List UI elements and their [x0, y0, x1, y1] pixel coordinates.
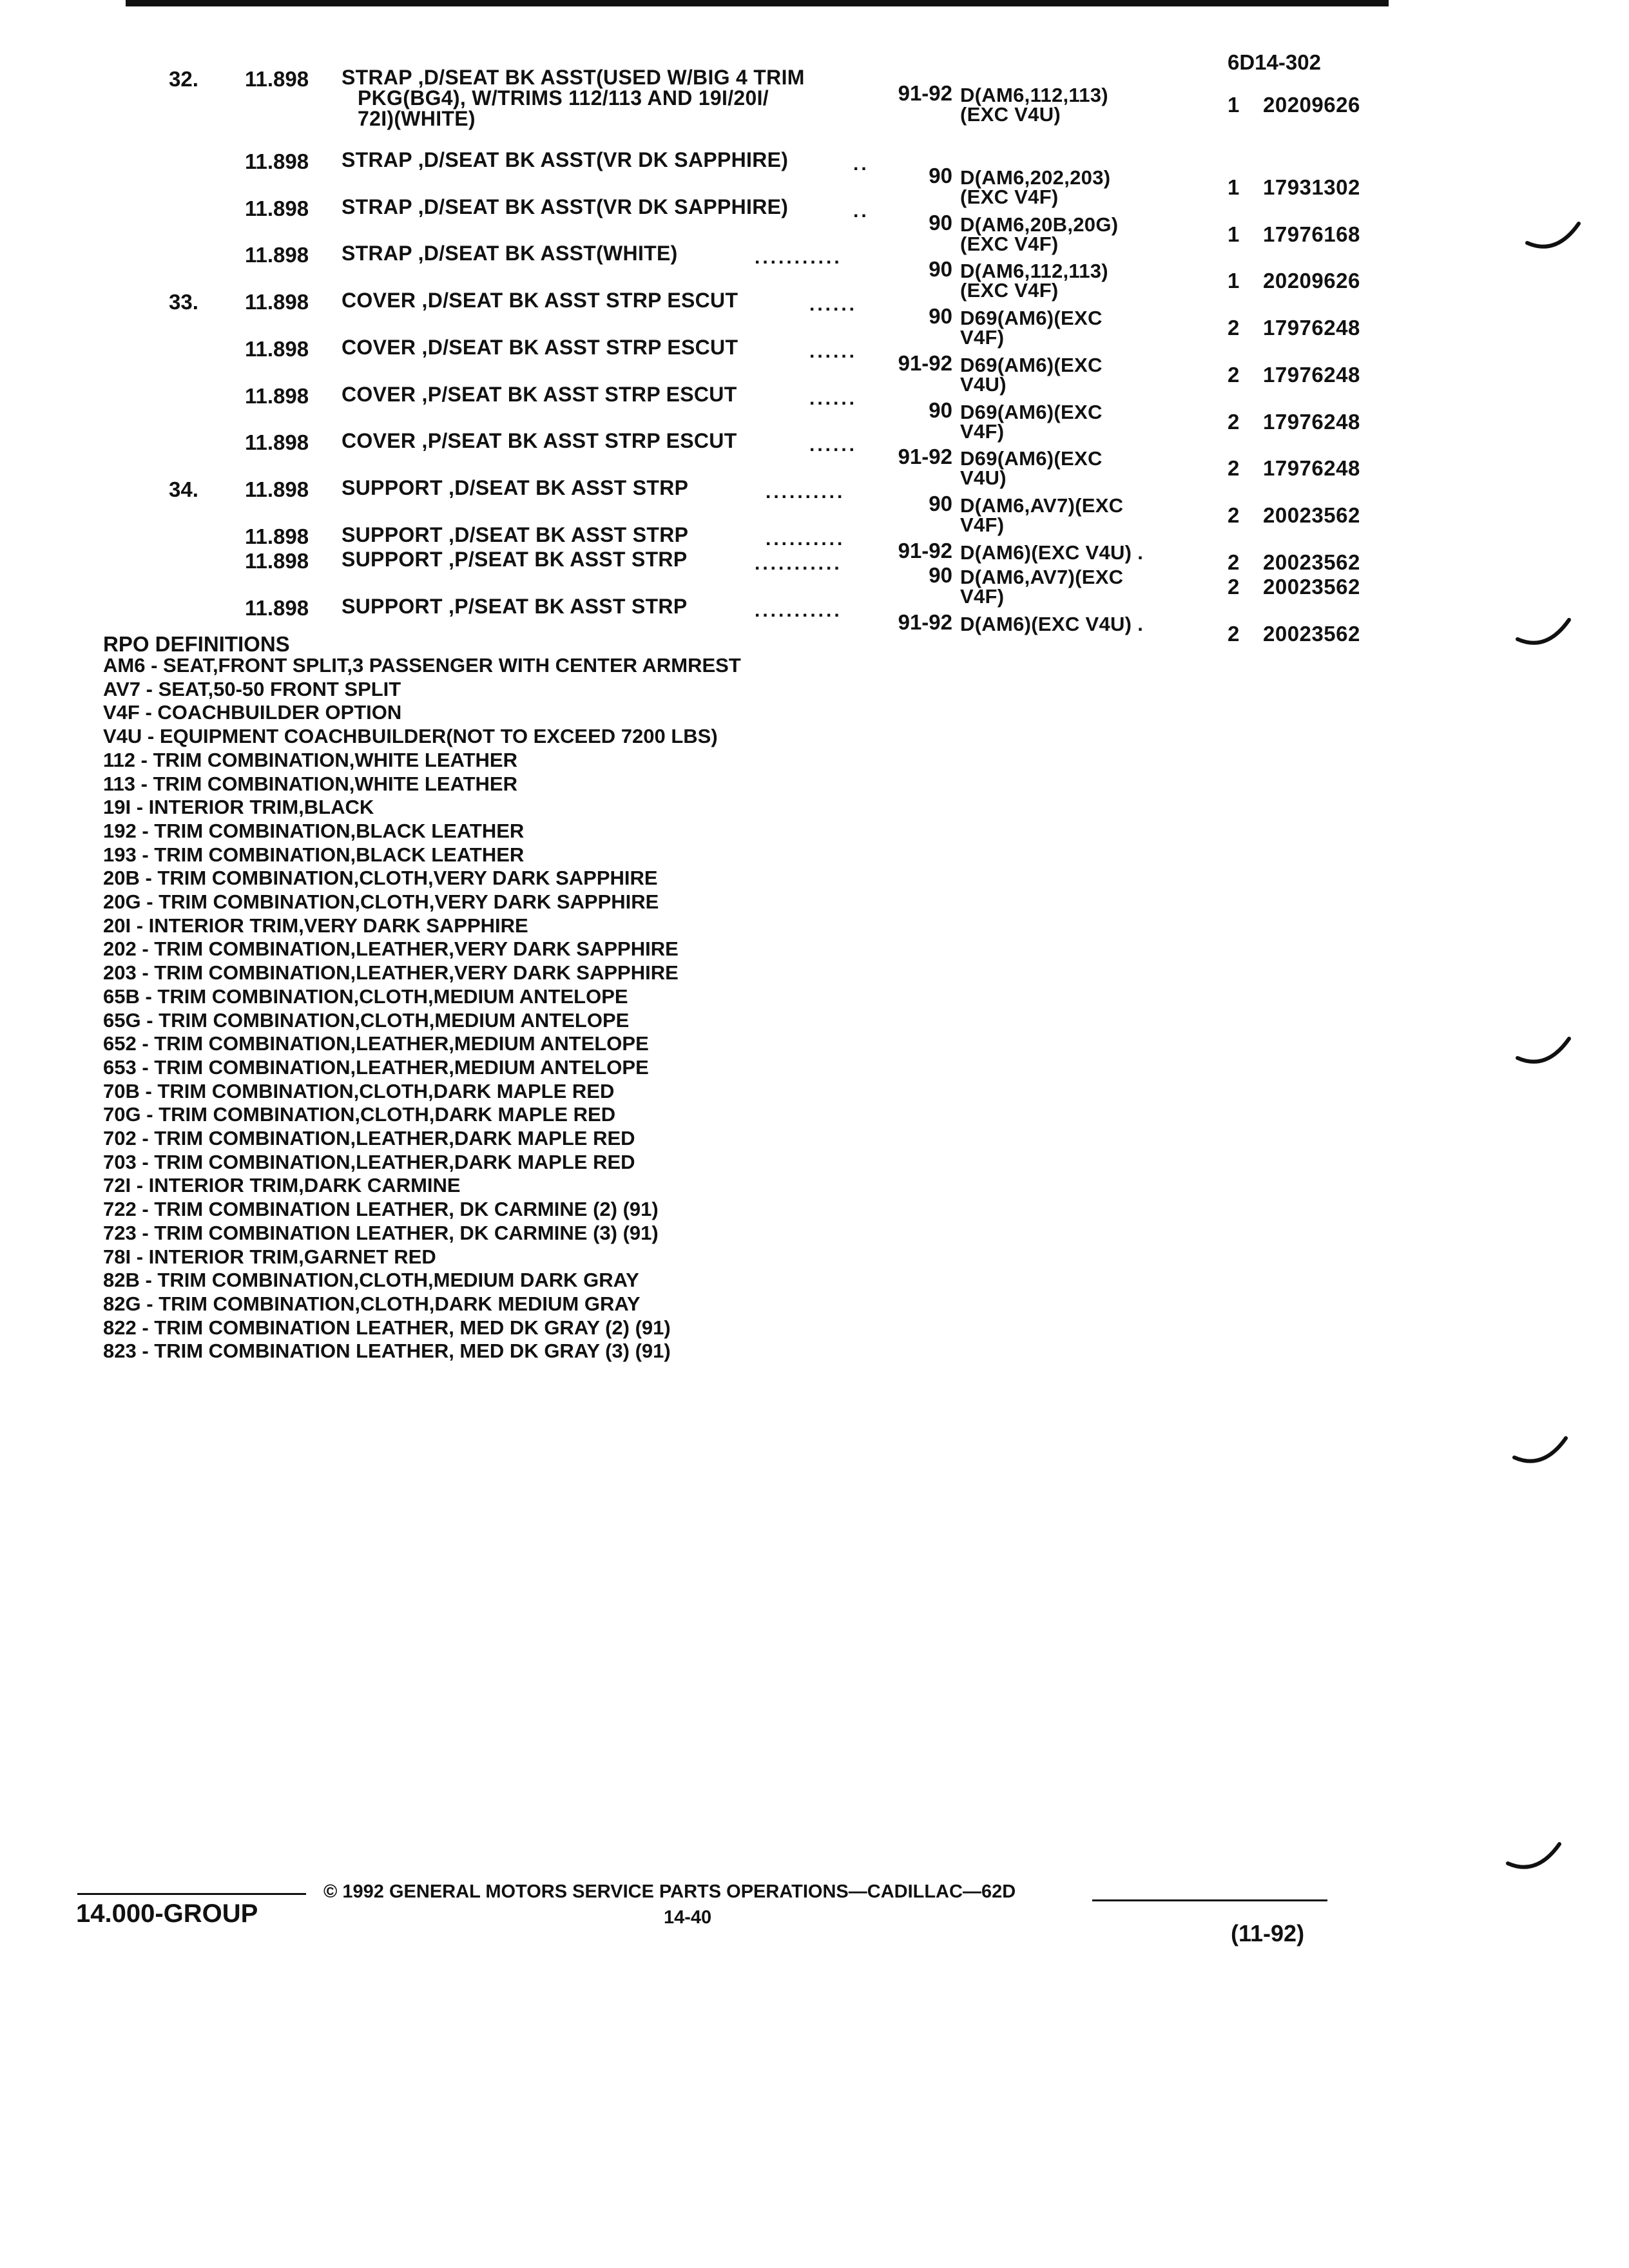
rpo-description: - TRIM COMBINATION,BLACK LEATHER: [136, 820, 525, 842]
part-description-line: ,P/SEAT BK ASST STRP: [448, 548, 688, 571]
group-number: 11.898: [245, 430, 309, 454]
rpo-description: - TRIM COMBINATION,LEATHER,VERY DARK SAPPHIRE: [136, 961, 679, 984]
model-years: 90: [929, 492, 952, 515]
rpo-code: 723: [103, 1222, 137, 1244]
rpo-description: - EQUIPMENT COACHBUILDER(NOT TO EXCEED 7200 LBS): [142, 725, 718, 747]
ref-number: 34.: [169, 477, 198, 501]
leader-dots: ......: [809, 434, 858, 456]
leader-dots: ..: [853, 153, 869, 175]
part-description-line: ,D/SEAT BK ASST(VR DK SAPPHIRE): [418, 195, 789, 218]
rpo-definition-item: [103, 1057, 649, 1079]
part-description: [342, 549, 687, 570]
rpo-definition-item: [103, 844, 524, 866]
leader-dots: ..........: [766, 481, 845, 503]
rpo-definition-item: [103, 796, 374, 818]
footer-copyright: © 1992 GENERAL MOTORS SERVICE PARTS OPERATIONS—CADILLAC—62D: [323, 1881, 1016, 1902]
rpo-definition-item: [103, 938, 679, 960]
rpo-description: - TRIM COMBINATION,CLOTH,DARK MEDIUM GRAY: [140, 1293, 641, 1315]
rpo-code: AV7: [103, 678, 141, 700]
quantity: 2: [1228, 622, 1240, 646]
part-description-line: ,D/SEAT BK ASST(VR DK SAPPHIRE): [418, 148, 789, 171]
rpo-definition-item: [103, 1081, 614, 1102]
rpo-code: 653: [103, 1056, 137, 1079]
usage-code: D(AM6,112,113): [960, 84, 1108, 106]
part-name: COVER: [342, 429, 416, 452]
rpo-code: 193: [103, 843, 137, 866]
rpo-code: 82G: [103, 1293, 141, 1315]
rpo-description: - TRIM COMBINATION,CLOTH,DARK MAPLE RED: [139, 1080, 615, 1102]
rpo-definition-item: [103, 1104, 615, 1126]
leader-dots: ...........: [755, 247, 842, 268]
part-number: 20023562: [1263, 622, 1360, 646]
rpo-code: 65G: [103, 1009, 141, 1032]
rpo-definition-item: [103, 773, 517, 795]
group-number: 11.898: [245, 549, 309, 573]
rpo-description: - TRIM COMBINATION LEATHER, MED DK GRAY (2) (91): [136, 1316, 671, 1339]
model-years: 90: [929, 563, 952, 587]
rpo-description: - TRIM COMBINATION,LEATHER,DARK MAPLE RED: [136, 1151, 635, 1173]
part-name: STRAP: [342, 242, 412, 265]
page-reference: 6D14-302: [1228, 50, 1321, 74]
part-number: 17976248: [1263, 363, 1360, 387]
rpo-description: - TRIM COMBINATION,LEATHER,MEDIUM ANTELOPE: [136, 1056, 649, 1079]
part-description: [342, 290, 738, 311]
rpo-definition-item: [103, 655, 741, 677]
part-description: [342, 149, 788, 170]
usage-code: D(AM6,202,203): [960, 166, 1111, 189]
part-description-line: ,D/SEAT BK ASST STRP: [448, 523, 689, 546]
group-number: 11.898: [245, 290, 309, 314]
binder-curl-mark: [1524, 209, 1582, 255]
rpo-description: - TRIM COMBINATION,LEATHER,DARK MAPLE RED: [136, 1127, 635, 1149]
rpo-description: - TRIM COMBINATION,LEATHER,VERY DARK SAPPHIRE: [136, 937, 679, 960]
usage-code: D(AM6)(EXC V4U) .: [960, 541, 1144, 564]
usage-code: (EXC V4F): [960, 279, 1059, 302]
part-description-line: ,P/SEAT BK ASST STRP ESCUT: [421, 429, 737, 452]
rpo-description: - TRIM COMBINATION,CLOTH,MEDIUM DARK GRAY: [139, 1269, 639, 1291]
usage-code: (EXC V4U): [960, 103, 1061, 126]
quantity: 1: [1228, 222, 1240, 246]
rpo-code: 113: [103, 773, 136, 795]
rpo-code: 202: [103, 937, 137, 960]
rpo-description: - TRIM COMBINATION,CLOTH,VERY DARK SAPPHIRE: [140, 890, 659, 913]
rpo-description: - INTERIOR TRIM,VERY DARK SAPPHIRE: [131, 914, 528, 937]
usage-code: D(AM6,AV7)(EXC: [960, 566, 1124, 588]
footer-page-number: 14-40: [664, 1907, 712, 1928]
group-number: 11.898: [245, 596, 309, 620]
group-number: 11.898: [245, 197, 309, 220]
model-years: 91-92: [898, 539, 952, 562]
part-name: STRAP: [342, 66, 412, 89]
usage-code: D(AM6,AV7)(EXC: [960, 494, 1124, 517]
rpo-description: - INTERIOR TRIM,DARK CARMINE: [131, 1174, 461, 1196]
group-number: 11.898: [245, 243, 309, 267]
group-number: 11.898: [245, 337, 309, 361]
part-description-line: ,D/SEAT BK ASST STRP ESCUT: [421, 336, 738, 359]
rpo-description: - TRIM COMBINATION,WHITE LEATHER: [135, 749, 517, 771]
model-years: 90: [929, 398, 952, 422]
rpo-code: 19I: [103, 796, 131, 818]
part-number: 17931302: [1263, 175, 1360, 199]
model-years: 91-92: [898, 610, 952, 634]
part-description-line: ,P/SEAT BK ASST STRP: [448, 595, 688, 618]
usage-code: V4F): [960, 420, 1005, 443]
rpo-title: RPO DEFINITIONS: [103, 632, 290, 656]
rpo-code: V4U: [103, 725, 142, 747]
part-description-line: ,P/SEAT BK ASST STRP ESCUT: [421, 383, 737, 406]
rpo-code: 78I: [103, 1245, 131, 1268]
part-description-line: ,D/SEAT BK ASST STRP: [448, 476, 689, 499]
leader-dots: ......: [809, 341, 858, 362]
rpo-definition-item: [103, 1198, 659, 1220]
rpo-definition-item: [103, 702, 401, 724]
quantity: 2: [1228, 456, 1240, 480]
rpo-description: - SEAT,FRONT SPLIT,3 PASSENGER WITH CENTER ARMREST: [145, 654, 741, 677]
rpo-code: 20B: [103, 867, 140, 889]
rpo-code: 823: [103, 1340, 137, 1362]
usage-code: V4U): [960, 373, 1007, 396]
footer-date: (11-92): [1231, 1920, 1305, 1946]
rpo-definition-item: [103, 986, 628, 1008]
rpo-description: - TRIM COMBINATION,LEATHER,MEDIUM ANTELOPE: [136, 1032, 649, 1055]
part-description-line: ,D/SEAT BK ASST(WHITE): [418, 242, 678, 265]
rpo-definition-item: [103, 1010, 629, 1032]
part-number: 17976248: [1263, 456, 1360, 480]
part-description: [342, 477, 688, 498]
model-years: 91-92: [898, 351, 952, 375]
quantity: 2: [1228, 575, 1240, 599]
top-rule: [126, 0, 1389, 6]
part-number: 20023562: [1263, 575, 1360, 599]
rpo-code: AM6: [103, 654, 146, 677]
part-number: 20209626: [1263, 269, 1360, 293]
binder-curl-mark: [1514, 606, 1572, 651]
rpo-definition-item: [103, 891, 659, 913]
rpo-definition-item: [103, 1033, 649, 1055]
rpo-description: - TRIM COMBINATION LEATHER, DK CARMINE (3) (91): [136, 1222, 659, 1244]
quantity: 1: [1228, 269, 1240, 293]
part-description: [342, 384, 737, 405]
rpo-description: - TRIM COMBINATION LEATHER, DK CARMINE (2) (91): [136, 1198, 659, 1220]
rpo-code: 652: [103, 1032, 137, 1055]
leader-dots: ...........: [755, 600, 842, 621]
model-years: 90: [929, 164, 952, 187]
quantity: 2: [1228, 363, 1240, 387]
rpo-code: 82B: [103, 1269, 140, 1291]
rpo-code: 722: [103, 1198, 137, 1220]
part-name: COVER: [342, 289, 416, 312]
usage-code: D(AM6)(EXC V4U) .: [960, 613, 1144, 635]
rpo-definition-item: [103, 1246, 436, 1268]
group-number: 11.898: [245, 67, 309, 91]
part-number: 20023562: [1263, 503, 1360, 527]
part-name: COVER: [342, 383, 416, 406]
group-number: 11.898: [245, 149, 309, 173]
rpo-definition-item: [103, 1317, 671, 1339]
part-description-line: PKG(BG4), W/TRIMS 112/113 AND 19I/20I/: [358, 86, 769, 110]
usage-code: (EXC V4F): [960, 186, 1059, 208]
part-description: [342, 596, 687, 617]
rpo-code: 65B: [103, 985, 140, 1008]
quantity: 2: [1228, 503, 1240, 527]
part-number: 20209626: [1263, 93, 1360, 117]
rpo-definition-item: [103, 1175, 461, 1196]
rpo-definition-item: [103, 820, 524, 842]
rpo-description: - TRIM COMBINATION,BLACK LEATHER: [136, 843, 525, 866]
rpo-definition-item: [103, 1128, 635, 1149]
part-description: [342, 430, 737, 451]
footer-group: 14.000-GROUP: [76, 1899, 258, 1928]
rpo-definition-item: [103, 726, 718, 747]
group-number: 11.898: [245, 477, 309, 501]
rpo-definition-item: [103, 915, 528, 937]
rpo-description: - TRIM COMBINATION,WHITE LEATHER: [135, 773, 517, 795]
part-description: [342, 197, 788, 217]
usage-code: D69(AM6)(EXC: [960, 447, 1103, 470]
rpo-definition-item: [103, 1222, 659, 1244]
rpo-code: 70G: [103, 1103, 141, 1126]
rpo-code: 203: [103, 961, 137, 984]
model-years: 91-92: [898, 445, 952, 468]
rpo-definition-item: [103, 678, 401, 700]
part-number: 17976248: [1263, 316, 1360, 340]
quantity: 1: [1228, 93, 1240, 117]
part-name: STRAP: [342, 195, 412, 218]
usage-code: D(AM6,112,113): [960, 260, 1108, 282]
usage-code: D69(AM6)(EXC: [960, 307, 1103, 329]
part-number: 20023562: [1263, 550, 1360, 574]
rpo-description: - TRIM COMBINATION,CLOTH,MEDIUM ANTELOPE: [140, 1009, 630, 1032]
part-description: [342, 337, 738, 358]
rpo-description: - INTERIOR TRIM,BLACK: [131, 796, 374, 818]
part-name: SUPPORT: [342, 523, 443, 546]
part-name: SUPPORT: [342, 548, 443, 571]
rpo-description: - SEAT,50-50 FRONT SPLIT: [140, 678, 401, 700]
quantity: 2: [1228, 316, 1240, 340]
leader-dots: ...........: [755, 553, 842, 574]
rpo-definition-item: [103, 1340, 671, 1362]
binder-curl-mark: [1514, 1024, 1572, 1070]
part-description: [342, 524, 688, 545]
quantity: 1: [1228, 175, 1240, 199]
rpo-description: - INTERIOR TRIM,GARNET RED: [131, 1245, 436, 1268]
rpo-definition-item: [103, 867, 658, 889]
ref-number: 33.: [169, 290, 198, 314]
model-years: 91-92: [898, 81, 952, 105]
part-number: 17976248: [1263, 410, 1360, 434]
quantity: 2: [1228, 550, 1240, 574]
usage-code: V4F): [960, 585, 1005, 608]
leader-dots: ......: [809, 294, 858, 315]
rpo-code: 703: [103, 1151, 137, 1173]
usage-code: V4F): [960, 326, 1005, 349]
rpo-definition-item: [103, 1293, 641, 1315]
usage-code: V4U): [960, 466, 1007, 489]
footer-rule-right: [1092, 1899, 1327, 1901]
part-name: SUPPORT: [342, 595, 443, 618]
part-name: STRAP: [342, 148, 412, 171]
rpo-code: 192: [103, 820, 137, 842]
rpo-code: 822: [103, 1316, 137, 1339]
model-years: 90: [929, 257, 952, 281]
part-name: SUPPORT: [342, 476, 443, 499]
footer-rule-left: [77, 1893, 306, 1895]
rpo-description: - TRIM COMBINATION,CLOTH,VERY DARK SAPPHIRE: [139, 867, 658, 889]
binder-curl-mark: [1511, 1424, 1569, 1469]
usage-code: D69(AM6)(EXC: [960, 354, 1103, 376]
part-description-line: 72I)(WHITE): [358, 107, 476, 130]
part-description-line: ,D/SEAT BK ASST(USED W/BIG 4 TRIM: [418, 66, 805, 89]
rpo-description: - TRIM COMBINATION,CLOTH,DARK MAPLE RED: [140, 1103, 616, 1126]
rpo-code: 70B: [103, 1080, 140, 1102]
part-description: [342, 243, 678, 264]
rpo-code: V4F: [103, 701, 140, 724]
model-years: 90: [929, 304, 952, 328]
usage-code: (EXC V4F): [960, 233, 1059, 255]
part-number: 17976168: [1263, 222, 1360, 246]
rpo-code: 112: [103, 749, 136, 771]
rpo-code: 20G: [103, 890, 141, 913]
rpo-definition-item: [103, 1269, 639, 1291]
usage-code: V4F): [960, 514, 1005, 536]
leader-dots: ..: [853, 200, 869, 222]
rpo-code: 72I: [103, 1174, 131, 1196]
leader-dots: ..........: [766, 528, 845, 550]
part-description-line: ,D/SEAT BK ASST STRP ESCUT: [421, 289, 738, 312]
group-number: 11.898: [245, 524, 309, 548]
usage-code: D(AM6,20B,20G): [960, 213, 1119, 236]
rpo-definition-item: [103, 749, 517, 771]
rpo-definition-item: [103, 1151, 635, 1173]
rpo-code: 20I: [103, 914, 131, 937]
group-number: 11.898: [245, 384, 309, 408]
rpo-description: - COACHBUILDER OPTION: [139, 701, 402, 724]
rpo-description: - TRIM COMBINATION LEATHER, MED DK GRAY (3) (91): [136, 1340, 671, 1362]
leader-dots: ......: [809, 388, 858, 409]
rpo-definition-item: [103, 962, 679, 984]
quantity: 2: [1228, 410, 1240, 434]
rpo-code: 702: [103, 1127, 137, 1149]
part-description: [342, 67, 805, 88]
binder-curl-mark: [1505, 1830, 1563, 1875]
rpo-description: - TRIM COMBINATION,CLOTH,MEDIUM ANTELOPE: [139, 985, 628, 1008]
model-years: 90: [929, 211, 952, 235]
part-name: COVER: [342, 336, 416, 359]
usage-code: D69(AM6)(EXC: [960, 401, 1103, 423]
ref-number: 32.: [169, 67, 198, 91]
